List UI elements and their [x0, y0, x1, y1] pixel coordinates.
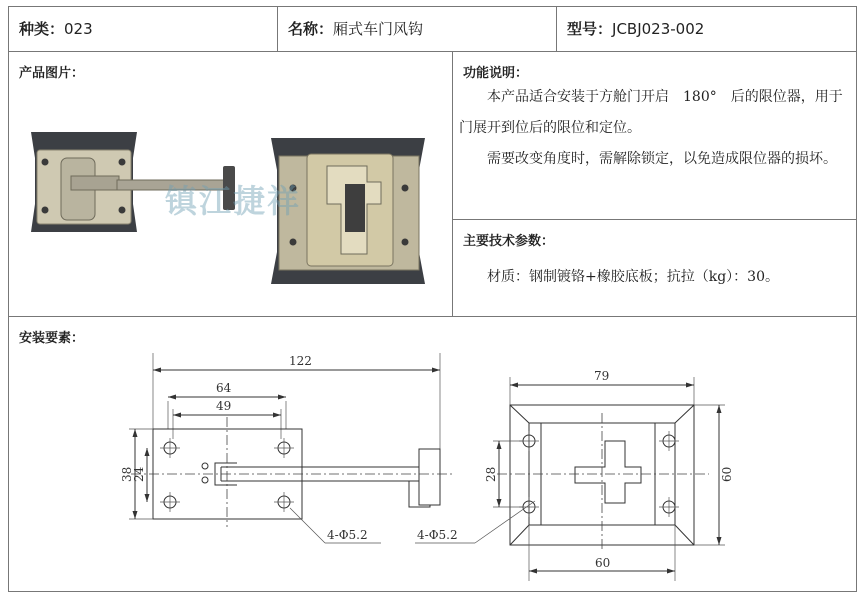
dim-slot-height: 28: [484, 466, 498, 482]
function-text: [459, 82, 849, 175]
specs-label: 主要技术参数：: [463, 234, 555, 249]
dim-overall-length: 122: [289, 354, 312, 368]
dim-plate-height: 38: [120, 466, 134, 482]
install-cell: [8, 316, 857, 592]
function-paragraph-2: 需要改变角度时，需解除锁定，以免造成限位器的损坏。: [487, 151, 837, 167]
dim-hole-height: 24: [132, 466, 146, 482]
category-label: 种类：: [19, 20, 65, 38]
catch-drawing: [415, 369, 734, 581]
function-label: 功能说明：: [463, 66, 529, 81]
model-value: JCBJ023-002: [612, 20, 705, 38]
product-image-cell: [8, 51, 453, 317]
category-value: 023: [64, 20, 93, 38]
dim-width-top: 79: [594, 369, 610, 383]
dim-hole-span-inner: 49: [216, 399, 232, 413]
specs-text: 材质：钢制镀铬+橡胶底板；抗拉（kg）：30。: [487, 269, 779, 285]
function-paragraph-1: 本产品适合安装于方舱门开启 180° 后的限位器，用于门展开到位后的限位和定位。: [459, 89, 843, 136]
model-label: 型号：: [567, 20, 613, 38]
install-label: 安装要素：: [19, 331, 85, 346]
product-image-label: 产品图片：: [19, 66, 85, 81]
watermark-text: 镇江捷祥: [165, 182, 302, 220]
install-drawing: [9, 317, 856, 591]
name-value: 厢式车门风钩: [333, 20, 424, 38]
dim-width-bottom: 60: [595, 556, 611, 570]
hook-hole-note: 4-Φ5.2: [327, 528, 368, 542]
spec-sheet: [8, 6, 857, 592]
function-cell: [452, 51, 857, 220]
catch-hole-note: 4-Φ5.2: [417, 528, 458, 542]
dim-hole-span-outer: 64: [216, 381, 232, 395]
model-cell: [556, 6, 857, 52]
category-cell: [8, 6, 278, 52]
name-cell: [277, 6, 557, 52]
dim-height: 60: [720, 466, 734, 482]
hook-drawing: [120, 353, 455, 543]
specs-cell: [452, 219, 857, 317]
product-photo: [9, 84, 452, 314]
name-label: 名称：: [288, 20, 334, 38]
